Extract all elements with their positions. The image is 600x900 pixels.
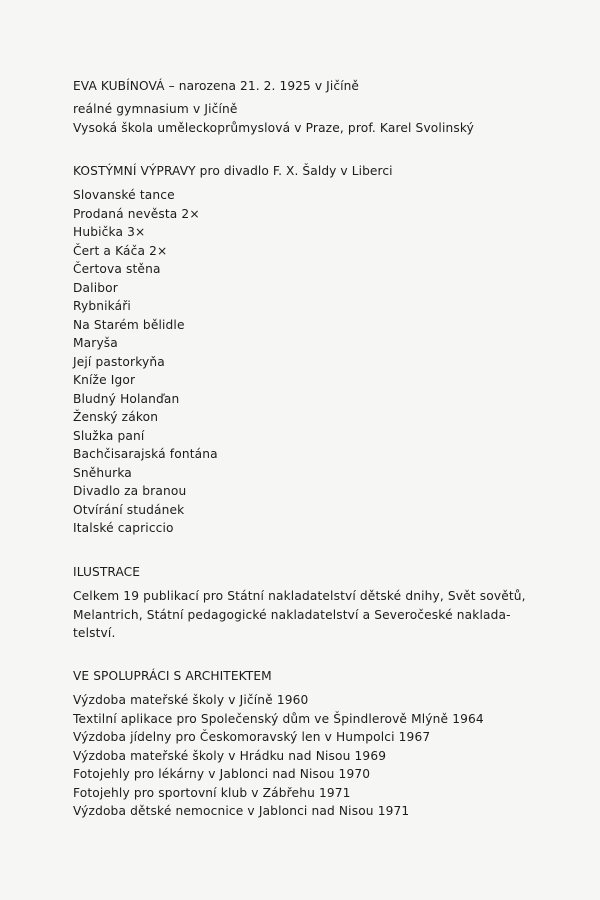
costume-item: Bachčisarajská fontána [73, 447, 218, 461]
architecture-item: Výzdoba mateřské školy v Hrádku nad Nisou 1969 [73, 748, 387, 763]
illustration-text-line: telství. [73, 626, 116, 640]
architecture-item: Fotojehly pro sportovní klub v Zábřehu 1971 [73, 785, 351, 800]
illustration-text-line: Celkem 19 publikací pro Státní nakladatelství dětské dnihy, Svět sovětů, [73, 589, 526, 603]
costume-item: Prodaná nevěsta 2× [73, 206, 200, 221]
costume-item: Slovanské tance [73, 188, 175, 202]
architecture-item: Výzdoba dětské nemocnice v Jablonci nad Nisou 1971 [73, 804, 410, 818]
costume-item: Kníže Igor [73, 373, 136, 387]
artist-name: EVA KUBÍNOVÁ [73, 79, 165, 93]
education-line: Vysoká škola uměleckoprůmyslová v Praze, prof. Karel Svolinský [73, 121, 474, 135]
birth-info: – narozena 21. 2. 1925 v Jičíně [164, 79, 360, 93]
costumes-heading-caps: KOSTÝMNÍ VÝPRAVY [73, 164, 196, 178]
costume-item: Čert a Káča 2× [73, 243, 168, 258]
illustration-text-line: Melantrich, Státní pedagogické nakladatelství a Severočeské naklada- [73, 607, 511, 622]
costume-item: Bludný Holanďan [73, 391, 180, 406]
architecture-item: Výzdoba jídelny pro Českomoravský len v Humpolci 1967 [73, 730, 431, 744]
architecture-heading: VE SPOLUPRÁCI S ARCHITEKTEM [73, 669, 272, 683]
costume-item: Otvírání studánek [73, 502, 185, 517]
architecture-item: Fotojehly pro lékárny v Jablonci nad Nisou 1970 [73, 767, 371, 781]
architecture-item: Textilní aplikace pro Společenský dům ve Špindlerově Mlýně 1964 [73, 711, 484, 726]
bio-heading [73, 78, 359, 94]
costume-item: Divadlo za branou [73, 484, 187, 498]
costume-item: Rybnikáři [73, 299, 131, 313]
costume-item: Maryša [73, 336, 118, 350]
costume-item: Dalibor [73, 280, 118, 295]
education-line: reálné gymnasium v Jičíně [73, 102, 238, 116]
costume-item: Sněhurka [73, 465, 132, 480]
costume-item: Její pastorkyňa [73, 354, 165, 369]
costumes-heading [73, 163, 393, 179]
costume-item: Služka paní [73, 428, 145, 443]
costume-item: Italské capriccio [73, 521, 174, 535]
costume-item: Hubička 3× [73, 225, 146, 239]
costume-item: Ženský zákon [73, 410, 159, 424]
illustration-heading: ILUSTRACE [73, 565, 141, 579]
costume-item: Čertova stěna [73, 262, 161, 276]
costume-item: Na Starém bělidle [73, 317, 185, 332]
architecture-item: Výzdoba mateřské školy v Jičíně 1960 [73, 693, 309, 707]
costumes-heading-rest: pro divadlo F. X. Šaldy v Liberci [195, 164, 393, 178]
